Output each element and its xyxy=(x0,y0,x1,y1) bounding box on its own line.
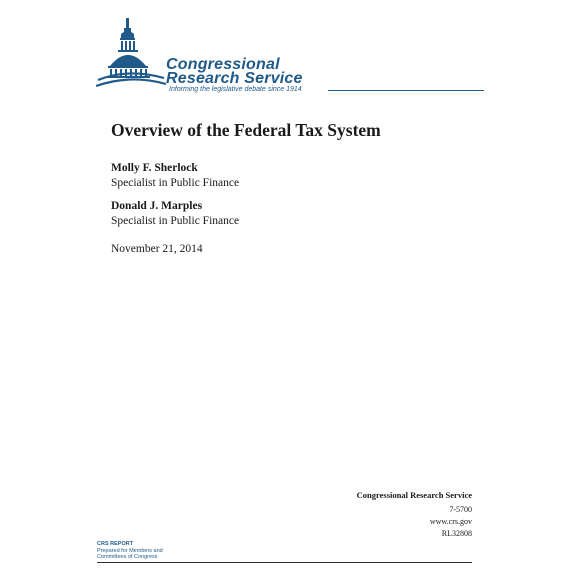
report-title: Overview of the Federal Tax System xyxy=(111,120,381,140)
author-name: Donald J. Marples xyxy=(111,200,203,212)
author-block xyxy=(111,199,239,229)
footer-org: Congressional Research Service xyxy=(356,490,472,500)
author-role: Specialist in Public Finance xyxy=(111,177,240,189)
report-date: November 21, 2014 xyxy=(111,243,203,255)
prepared-line1: Prepared for Members and xyxy=(97,547,163,554)
org-name-line2: Research Service xyxy=(166,70,303,87)
tagline: Informing the legislative debate since 1914 xyxy=(169,86,302,93)
report-type: CRS REPORT xyxy=(97,541,134,547)
tagline-rule xyxy=(328,90,484,91)
author-block xyxy=(111,161,239,191)
footer-phone: 7-5700 xyxy=(449,505,472,514)
capitol-dome-icon xyxy=(96,16,168,98)
author-role: Specialist in Public Finance xyxy=(111,215,240,227)
footer-report-number: RL32808 xyxy=(441,529,472,538)
footer-info xyxy=(357,489,472,540)
org-name-line1: Congressional xyxy=(166,56,280,73)
footer-website: www.crs.gov xyxy=(429,517,472,526)
footer-rule xyxy=(97,562,472,563)
report-label xyxy=(97,541,163,561)
prepared-line2: Committees of Congress xyxy=(97,554,158,560)
crs-logo xyxy=(96,16,496,98)
author-name: Molly F. Sherlock xyxy=(111,162,198,174)
